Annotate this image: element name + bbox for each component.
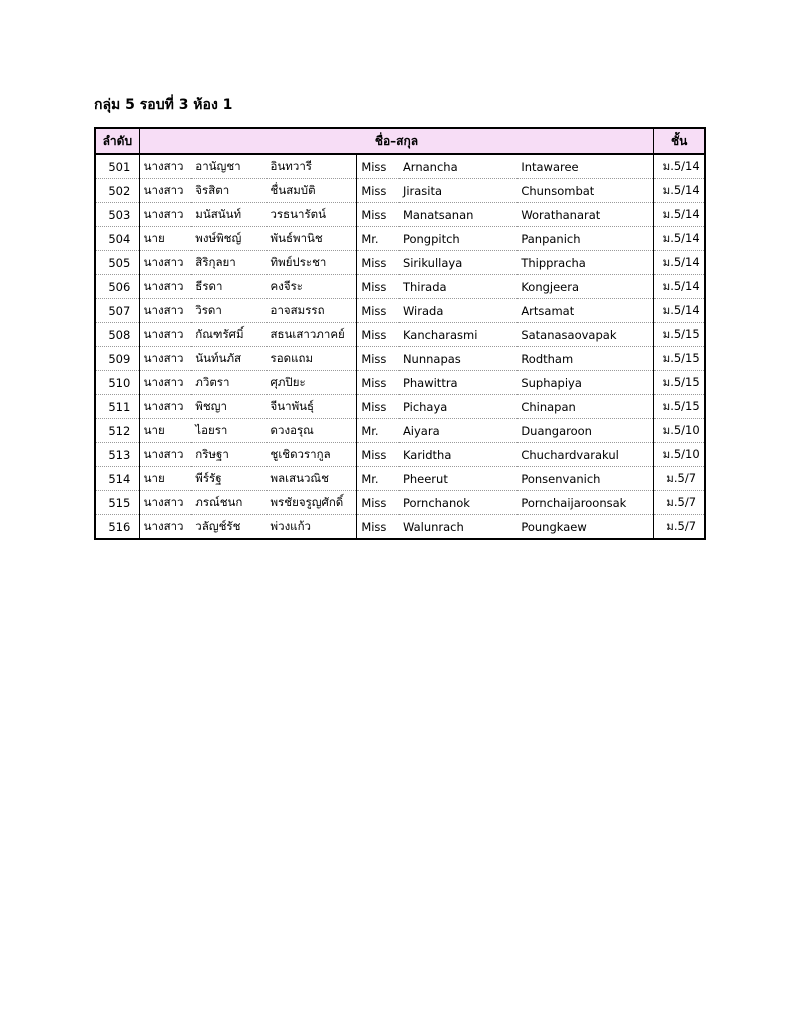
english-prefix: Miss <box>357 275 399 299</box>
english-prefix: Miss <box>357 491 399 515</box>
student-roster-table <box>94 127 706 540</box>
english-first-name: Manatsanan <box>399 203 517 227</box>
thai-last-name: พรชัยจรูญศักดิ์ <box>267 491 357 515</box>
thai-last-name: อาจสมรรถ <box>267 299 357 323</box>
thai-first-name: มนัสนันท์ <box>191 203 266 227</box>
class-grade: ม.5/14 <box>654 179 705 203</box>
thai-first-name: อานัญชา <box>191 154 266 179</box>
table-row <box>95 227 705 251</box>
thai-prefix: นางสาว <box>139 491 191 515</box>
english-last-name: Ponsenvanich <box>517 467 653 491</box>
thai-last-name: ทิพย์ประชา <box>267 251 357 275</box>
table-row <box>95 179 705 203</box>
student-number: 505 <box>95 251 139 275</box>
class-grade: ม.5/10 <box>654 419 705 443</box>
english-prefix: Miss <box>357 179 399 203</box>
thai-first-name: ภวิตรา <box>191 371 266 395</box>
table-row <box>95 419 705 443</box>
english-prefix: Miss <box>357 251 399 275</box>
english-prefix: Mr. <box>357 227 399 251</box>
thai-prefix: นางสาว <box>139 443 191 467</box>
english-prefix: Miss <box>357 443 399 467</box>
english-first-name: Pheerut <box>399 467 517 491</box>
student-number: 503 <box>95 203 139 227</box>
english-last-name: Intawaree <box>517 154 653 179</box>
class-grade: ม.5/15 <box>654 371 705 395</box>
thai-last-name: สธนเสาวภาคย์ <box>267 323 357 347</box>
thai-first-name: พงษ์พิชญ์ <box>191 227 266 251</box>
thai-first-name: พีร์รัฐ <box>191 467 266 491</box>
table-row <box>95 467 705 491</box>
thai-last-name: รอดแถม <box>267 347 357 371</box>
thai-prefix: นาย <box>139 467 191 491</box>
english-prefix: Mr. <box>357 419 399 443</box>
column-header-name: ชื่อ–สกุล <box>139 128 654 154</box>
thai-first-name: วลัญช์รัช <box>195 518 241 533</box>
english-last-name: Thippracha <box>517 251 653 275</box>
thai-last-name: ดวงอรุณ <box>267 419 357 443</box>
table-body <box>95 154 705 539</box>
thai-last-name: พันธ์พานิช <box>267 227 357 251</box>
english-last-name: Suphapiya <box>517 371 653 395</box>
english-first-name: Pornchanok <box>399 491 517 515</box>
student-number: 511 <box>95 395 139 419</box>
thai-last-name: ชื่นสมบัติ <box>267 179 357 203</box>
thai-prefix: นางสาว <box>139 179 191 203</box>
english-prefix: Miss <box>357 371 399 395</box>
thai-first-name: กัณฑรัศมิ์ <box>191 323 266 347</box>
class-grade: ม.5/7 <box>654 491 705 515</box>
table-row <box>95 515 705 540</box>
thai-first-name: ไอยรา <box>191 419 266 443</box>
class-grade: ม.5/7 <box>654 467 705 491</box>
thai-prefix: นางสาว <box>139 347 191 371</box>
student-number: 514 <box>95 467 139 491</box>
table-header-row <box>95 128 705 154</box>
english-last-name: Artsamat <box>517 299 653 323</box>
table-row <box>95 251 705 275</box>
english-last-name: Panpanich <box>517 227 653 251</box>
thai-prefix: นางสาว <box>139 203 191 227</box>
thai-first-name: สิริกุลยา <box>191 251 266 275</box>
english-last-name: Chuchardvarakul <box>517 443 653 467</box>
class-grade: ม.5/7 <box>654 515 705 540</box>
english-last-name: Satanasaovapak <box>517 323 653 347</box>
table-row <box>95 347 705 371</box>
english-first-name: Nunnapas <box>399 347 517 371</box>
class-grade: ม.5/14 <box>654 251 705 275</box>
english-prefix: Miss <box>357 347 399 371</box>
english-prefix: Miss <box>357 299 399 323</box>
english-prefix: Miss <box>357 395 399 419</box>
student-number: 512 <box>95 419 139 443</box>
english-first-name: Karidtha <box>399 443 517 467</box>
table-row <box>95 275 705 299</box>
english-first-name: Sirikullaya <box>399 251 517 275</box>
thai-last-name: ชูเชิดวรากูล <box>267 443 357 467</box>
thai-first-name: วิรดา <box>191 299 266 323</box>
student-number: 504 <box>95 227 139 251</box>
thai-first-name: ภรณ์ชนก <box>191 491 266 515</box>
english-first-name: Thirada <box>399 275 517 299</box>
thai-prefix: นางสาว <box>139 251 191 275</box>
class-grade: ม.5/15 <box>654 323 705 347</box>
table-row <box>95 443 705 467</box>
english-first-name: Pichaya <box>399 395 517 419</box>
thai-prefix: นางสาว <box>139 323 191 347</box>
english-first-name: Arnancha <box>399 154 517 179</box>
class-grade: ม.5/14 <box>654 154 705 179</box>
thai-first-name: พิชญา <box>191 395 266 419</box>
english-last-name: Pornchaijaroonsak <box>517 491 653 515</box>
english-last-name: Chinapan <box>517 395 653 419</box>
table-row <box>95 371 705 395</box>
thai-last-name: อินทวารี <box>267 154 357 179</box>
english-last-name: Duangaroon <box>517 419 653 443</box>
english-prefix: Miss <box>357 323 399 347</box>
thai-last-name: พ่วงแก้ว <box>267 515 357 540</box>
english-prefix: Miss <box>357 154 399 179</box>
thai-prefix: นางสาว <box>139 371 191 395</box>
thai-prefix: นางสาว <box>139 275 191 299</box>
table-row <box>95 491 705 515</box>
student-number: 515 <box>95 491 139 515</box>
english-prefix: Mr. <box>357 467 399 491</box>
thai-last-name: วรธนารัตน์ <box>267 203 357 227</box>
student-number: 506 <box>95 275 139 299</box>
english-first-name: Phawittra <box>399 371 517 395</box>
class-grade: ม.5/14 <box>654 203 705 227</box>
english-first-name: Aiyara <box>399 419 517 443</box>
class-grade: ม.5/14 <box>654 227 705 251</box>
english-last-name: Worathanarat <box>517 203 653 227</box>
student-number: 516 <box>95 515 139 540</box>
table-row <box>95 154 705 179</box>
thai-last-name: คงจีระ <box>267 275 357 299</box>
thai-first-name: จิรสิตา <box>191 179 266 203</box>
class-grade: ม.5/14 <box>654 275 705 299</box>
student-number: 509 <box>95 347 139 371</box>
thai-prefix: นางสาว <box>143 518 184 533</box>
english-last-name: Chunsombat <box>517 179 653 203</box>
thai-first-name: กริษฐา <box>191 443 266 467</box>
english-prefix: Miss <box>361 519 387 534</box>
table-row <box>95 395 705 419</box>
english-last-name: Rodtham <box>517 347 653 371</box>
table-row <box>95 299 705 323</box>
english-last-name: Kongjeera <box>517 275 653 299</box>
thai-prefix: นาย <box>139 419 191 443</box>
thai-last-name: พลเสนวณิช <box>267 467 357 491</box>
english-first-name: Kancharasmi <box>399 323 517 347</box>
thai-prefix: นางสาว <box>139 395 191 419</box>
student-number: 502 <box>95 179 139 203</box>
class-grade: ม.5/14 <box>654 299 705 323</box>
english-last-name: Poungkaew <box>521 519 587 534</box>
class-grade: ม.5/10 <box>654 443 705 467</box>
english-first-name: Walunrach <box>402 519 464 534</box>
table-row <box>95 203 705 227</box>
student-number: 513 <box>95 443 139 467</box>
thai-last-name: ศุภปิยะ <box>267 371 357 395</box>
student-number: 510 <box>95 371 139 395</box>
column-header-number: ลำดับ <box>95 128 139 154</box>
thai-first-name: นันท์นภัส <box>191 347 266 371</box>
class-grade: ม.5/15 <box>654 347 705 371</box>
english-first-name: Jirasita <box>399 179 517 203</box>
class-grade: ม.5/15 <box>654 395 705 419</box>
english-first-name: Wirada <box>399 299 517 323</box>
thai-prefix: นาย <box>139 227 191 251</box>
student-number: 507 <box>95 299 139 323</box>
english-first-name: Pongpitch <box>399 227 517 251</box>
table-row <box>95 323 705 347</box>
page-title: กลุ่ม 5 รอบที่ 3 ห้อง 1 <box>94 97 233 113</box>
student-number: 501 <box>95 154 139 179</box>
english-prefix: Miss <box>357 203 399 227</box>
thai-last-name: จีนาพันธุ์ <box>267 395 357 419</box>
thai-first-name: ธีรดา <box>191 275 266 299</box>
thai-prefix: นางสาว <box>139 154 191 179</box>
column-header-grade: ชั้น <box>654 128 705 154</box>
student-number: 508 <box>95 323 139 347</box>
thai-prefix: นางสาว <box>139 299 191 323</box>
